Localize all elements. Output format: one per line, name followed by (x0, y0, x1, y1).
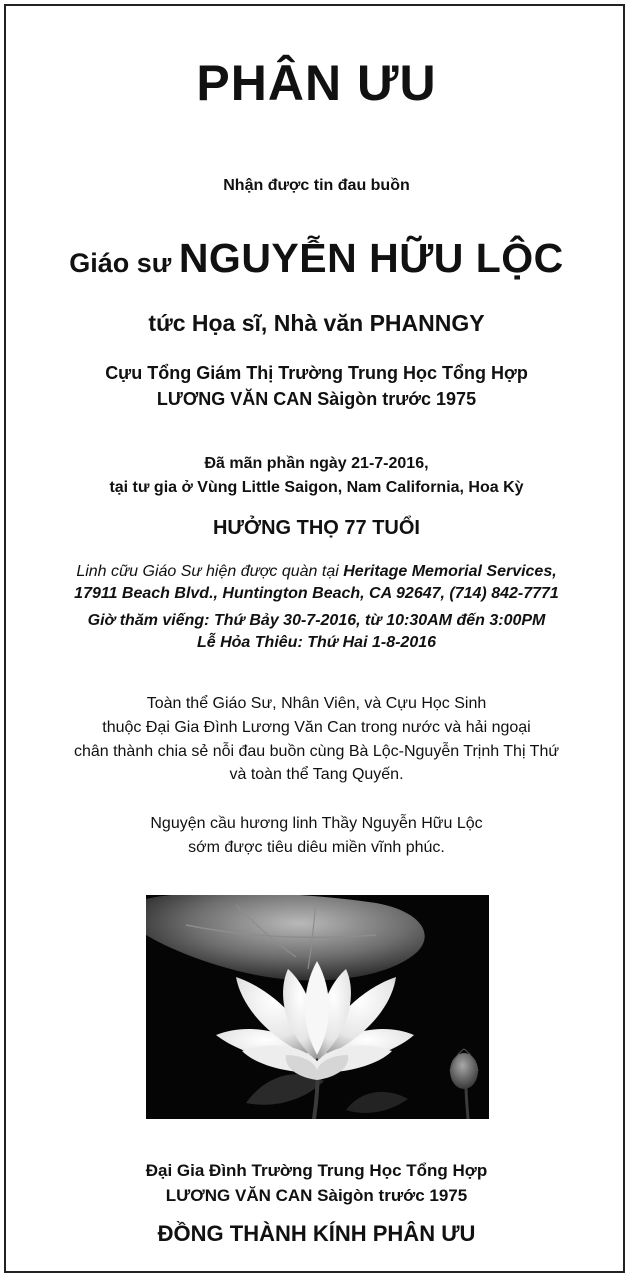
deceased-title: Giáo sư (69, 248, 172, 278)
condolence-line1: Toàn thể Giáo Sư, Nhân Viên, và Cựu Học Sinh (146, 695, 487, 712)
condolence-line4: và toàn thể Tang Quyến. (229, 766, 404, 783)
prayer-line1: Nguyện cầu hương linh Thầy Nguyễn Hữu Lộc (150, 815, 483, 832)
funeral-venue-line (0, 562, 633, 582)
visitation-time: Giờ thăm viếng: Thứ Bảy 30-7-2016, từ 10:30AM đến 3:00PM (87, 612, 546, 629)
signature-line2: LƯƠNG VĂN CAN Sàigòn trước 1975 (165, 1186, 468, 1205)
cremation-date: Lễ Hỏa Thiêu: Thứ Hai 1-8-2016 (196, 634, 437, 651)
condolence-line2: thuộc Đại Gia Đình Lương Văn Can trong nước và hải ngoại (102, 719, 531, 736)
announcement-text: Nhận được tin đau buồn (223, 177, 410, 194)
deceased-role-line1: Cựu Tổng Giám Thị Trường Trung Học Tổng Hợp (105, 363, 528, 383)
deceased-alias: tức Họa sĩ, Nhà văn PHANNGY (148, 310, 485, 336)
deceased-name: NGUYỄN HỮU LỘC (178, 235, 564, 281)
condolence-line3: chân thành chia sẻ nỗi đau buồn cùng Bà Lộc-Nguyễn Trịnh Thị Thứ (73, 743, 560, 760)
closing-line: ĐỒNG THÀNH KÍNH PHÂN ƯU (157, 1221, 476, 1246)
passing-date: Đã mãn phần ngày 21-7-2016, (204, 455, 429, 472)
funeral-intro: Linh cữu Giáo Sư hiện được quàn tại (76, 563, 344, 580)
deceased-name-line (0, 232, 633, 289)
lotus-photo (146, 895, 489, 1119)
deceased-role-line2: LƯƠNG VĂN CAN Sàigòn trước 1975 (156, 389, 477, 409)
passing-place: tại tư gia ở Vùng Little Saigon, Nam California, Hoa Kỳ (109, 479, 524, 496)
prayer-line2: sớm được tiêu diêu miền vĩnh phúc. (188, 839, 445, 856)
funeral-address: 17911 Beach Blvd., Huntington Beach, CA 92647, (714) 842-7771 (74, 585, 559, 602)
age-line: HƯỞNG THỌ 77 TUỔI (212, 517, 420, 539)
funeral-venue: Heritage Memorial Services, (343, 563, 557, 580)
signature-line1: Đại Gia Đình Trường Trung Học Tổng Hợp (145, 1161, 488, 1180)
notice-heading: PHÂN ƯU (196, 55, 437, 111)
